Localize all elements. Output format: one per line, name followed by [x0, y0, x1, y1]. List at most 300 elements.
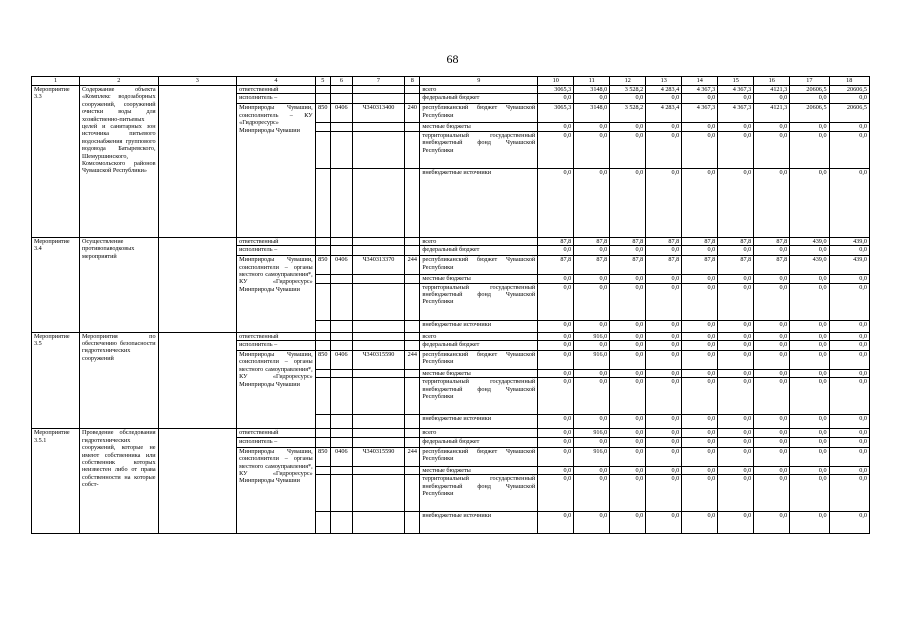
goal-cell: [158, 86, 237, 238]
year-value-12: 0,0: [610, 415, 646, 429]
year-value-12: 0,0: [610, 275, 646, 283]
year-value-15: 87,8: [718, 237, 754, 245]
year-value-10: 0,0: [538, 512, 574, 534]
year-value-13: 87,8: [646, 256, 682, 275]
year-value-10: 0,0: [538, 429, 574, 437]
year-value-10: 0,0: [538, 332, 574, 340]
funding-source: внебюджетные источники: [420, 168, 538, 237]
year-value-10: 0,0: [538, 447, 574, 466]
year-value-14: 0,0: [682, 131, 718, 168]
funding-source: местные бюджеты: [420, 123, 538, 131]
year-value-11: 0,0: [574, 466, 610, 474]
budget-code-6: [330, 237, 352, 245]
year-value-18: 0,0: [829, 283, 869, 320]
year-value-17: 0,0: [790, 351, 829, 370]
column-number-12: 12: [610, 77, 646, 86]
year-value-10: 0,0: [538, 320, 574, 332]
budget-code-6: [330, 94, 352, 104]
budget-code-7: [352, 332, 404, 340]
budget-code-5: [315, 475, 330, 512]
year-value-12: 0,0: [610, 447, 646, 466]
executor-text: Минприроды Чувашии, соисполнители – органы местного самоуправления*, КУ «Гидроресурс» Минприроды Чувашии: [237, 256, 316, 332]
year-value-13: 0,0: [646, 475, 682, 512]
year-value-16: 0,0: [754, 123, 790, 131]
year-value-18: 0,0: [829, 275, 869, 283]
year-value-14: 0,0: [682, 378, 718, 415]
year-value-13: 0,0: [646, 378, 682, 415]
year-value-14: 0,0: [682, 246, 718, 256]
funding-source: территориальный государственный внебюджетный фонд Чувашской Республики: [420, 131, 538, 168]
year-value-13: 0,0: [646, 283, 682, 320]
year-value-14: 87,8: [682, 256, 718, 275]
budget-code-6: [330, 429, 352, 437]
column-number-11: 11: [574, 77, 610, 86]
year-value-18: 0,0: [829, 168, 869, 237]
year-value-13: 0,0: [646, 246, 682, 256]
budget-code-6: 0406: [330, 104, 352, 123]
budget-code-8: [405, 475, 420, 512]
year-value-14: 0,0: [682, 447, 718, 466]
year-value-18: 0,0: [829, 351, 869, 370]
budget-code-5: 850: [315, 447, 330, 466]
funding-source: федеральный бюджет: [420, 94, 538, 104]
year-value-15: 0,0: [718, 437, 754, 447]
year-value-16: 0,0: [754, 246, 790, 256]
year-value-15: 0,0: [718, 429, 754, 437]
measure-id: Мероприятие 3.4: [32, 237, 80, 332]
year-value-17: 20606,5: [790, 104, 829, 123]
executor-text: Минприроды Чувашии, соисполнители – органы местного самоуправления*, КУ «Гидроресурс» Минприроды Чувашии: [237, 447, 316, 533]
budget-code-7: [352, 283, 404, 320]
budget-code-8: [405, 86, 420, 94]
year-value-18: 0,0: [829, 246, 869, 256]
year-value-11: 0,0: [574, 415, 610, 429]
year-value-12: 0,0: [610, 378, 646, 415]
executor-role: ответственный: [237, 332, 316, 340]
year-value-11: 0,0: [574, 283, 610, 320]
budget-code-5: [315, 283, 330, 320]
year-value-16: 87,8: [754, 237, 790, 245]
year-value-10: 0,0: [538, 437, 574, 447]
column-number-15: 15: [718, 77, 754, 86]
funding-source: федеральный бюджет: [420, 341, 538, 351]
year-value-11: 3148,0: [574, 104, 610, 123]
budget-code-8: [405, 332, 420, 340]
year-value-12: 0,0: [610, 475, 646, 512]
year-value-10: 0,0: [538, 341, 574, 351]
budget-code-5: [315, 332, 330, 340]
budget-code-8: 244: [405, 351, 420, 370]
budget-code-5: [315, 320, 330, 332]
budget-code-6: [330, 332, 352, 340]
year-value-14: 0,0: [682, 283, 718, 320]
budget-code-6: 0406: [330, 256, 352, 275]
budget-code-8: [405, 94, 420, 104]
year-value-11: 87,8: [574, 237, 610, 245]
year-value-13: 0,0: [646, 320, 682, 332]
year-value-11: 0,0: [574, 341, 610, 351]
year-value-15: 0,0: [718, 123, 754, 131]
year-value-18: 0,0: [829, 94, 869, 104]
funding-source: местные бюджеты: [420, 466, 538, 474]
year-value-14: 0,0: [682, 341, 718, 351]
year-value-17: 439,0: [790, 256, 829, 275]
year-value-11: 916,0: [574, 429, 610, 437]
year-value-11: 916,0: [574, 332, 610, 340]
year-value-15: 0,0: [718, 415, 754, 429]
year-value-17: 0,0: [790, 131, 829, 168]
budget-code-8: [405, 466, 420, 474]
budget-code-8: 240: [405, 104, 420, 123]
year-value-10: 0,0: [538, 466, 574, 474]
funding-source: федеральный бюджет: [420, 246, 538, 256]
table-row: [32, 429, 870, 437]
year-value-18: 0,0: [829, 475, 869, 512]
year-value-12: 0,0: [610, 283, 646, 320]
year-value-16: 0,0: [754, 131, 790, 168]
year-value-16: 4121,3: [754, 104, 790, 123]
year-value-15: 4 367,3: [718, 86, 754, 94]
budget-code-7: [352, 131, 404, 168]
year-value-14: 4 367,3: [682, 104, 718, 123]
year-value-18: 0,0: [829, 320, 869, 332]
budget-code-5: [315, 86, 330, 94]
year-value-13: 0,0: [646, 94, 682, 104]
column-number-14: 14: [682, 77, 718, 86]
measure-id: Мероприятие 3.5: [32, 332, 80, 429]
year-value-12: 0,0: [610, 332, 646, 340]
year-value-11: 0,0: [574, 131, 610, 168]
budget-code-7: [352, 94, 404, 104]
year-value-13: 0,0: [646, 370, 682, 378]
year-value-13: 0,0: [646, 123, 682, 131]
budget-code-6: [330, 341, 352, 351]
budget-code-7: [352, 437, 404, 447]
year-value-16: 87,8: [754, 256, 790, 275]
year-value-16: 0,0: [754, 332, 790, 340]
year-value-14: 0,0: [682, 370, 718, 378]
year-value-16: 0,0: [754, 168, 790, 237]
year-value-15: 0,0: [718, 378, 754, 415]
year-value-12: 0,0: [610, 437, 646, 447]
year-value-11: 0,0: [574, 275, 610, 283]
year-value-17: 0,0: [790, 447, 829, 466]
year-value-14: 0,0: [682, 275, 718, 283]
goal-cell: [158, 429, 237, 534]
year-value-15: 0,0: [718, 370, 754, 378]
year-value-16: 0,0: [754, 320, 790, 332]
budget-code-6: [330, 512, 352, 534]
budget-code-7: [352, 320, 404, 332]
year-value-16: 0,0: [754, 341, 790, 351]
executor-role: исполнитель –: [237, 94, 316, 104]
year-value-10: 0,0: [538, 275, 574, 283]
table-row: [32, 332, 870, 340]
column-number-17: 17: [790, 77, 829, 86]
year-value-17: 0,0: [790, 466, 829, 474]
funding-source: республиканский бюджет Чувашской Республики: [420, 351, 538, 370]
budget-code-8: [405, 283, 420, 320]
year-value-12: 0,0: [610, 370, 646, 378]
executor-role: ответственный: [237, 86, 316, 94]
budget-code-5: [315, 168, 330, 237]
year-value-12: 0,0: [610, 94, 646, 104]
table-row: [32, 86, 870, 94]
budget-code-7: [352, 378, 404, 415]
year-value-17: 0,0: [790, 415, 829, 429]
year-value-14: 0,0: [682, 415, 718, 429]
year-value-10: 0,0: [538, 475, 574, 512]
budget-code-7: [352, 275, 404, 283]
year-value-15: 0,0: [718, 341, 754, 351]
year-value-16: 0,0: [754, 466, 790, 474]
year-value-11: 0,0: [574, 475, 610, 512]
year-value-10: 0,0: [538, 246, 574, 256]
column-number-2: 2: [80, 77, 159, 86]
year-value-18: 439,0: [829, 256, 869, 275]
year-value-15: 0,0: [718, 94, 754, 104]
budget-code-7: Ч340315590: [352, 447, 404, 466]
column-number-1: 1: [32, 77, 80, 86]
year-value-13: 0,0: [646, 275, 682, 283]
measure-name: Содержание объекта «Комплекс водозаборных сооружений, сооружений очистки воды для хозяйственно-питьевых целей и санитарных зон источника питьевого водоснабжения группового водовода Батыревского, Шемуршинского, Комсомольского районов Чувашской Республики»: [80, 86, 159, 238]
year-value-11: 87,8: [574, 256, 610, 275]
year-value-13: 0,0: [646, 341, 682, 351]
year-value-16: 0,0: [754, 447, 790, 466]
executor-role: ответственный: [237, 429, 316, 437]
year-value-10: 0,0: [538, 283, 574, 320]
year-value-17: 0,0: [790, 475, 829, 512]
budget-code-7: [352, 341, 404, 351]
year-value-10: 0,0: [538, 370, 574, 378]
year-value-15: 0,0: [718, 168, 754, 237]
budget-table: [31, 76, 870, 534]
budget-code-5: [315, 123, 330, 131]
year-value-18: 20606,5: [829, 104, 869, 123]
budget-code-8: [405, 275, 420, 283]
budget-code-8: [405, 320, 420, 332]
funding-source: республиканский бюджет Чувашской Республики: [420, 447, 538, 466]
budget-code-8: [405, 429, 420, 437]
year-value-14: 0,0: [682, 123, 718, 131]
year-value-18: 0,0: [829, 429, 869, 437]
column-number-10: 10: [538, 77, 574, 86]
year-value-14: 0,0: [682, 351, 718, 370]
column-number-13: 13: [646, 77, 682, 86]
year-value-15: 0,0: [718, 320, 754, 332]
year-value-11: 0,0: [574, 512, 610, 534]
year-value-15: 0,0: [718, 246, 754, 256]
funding-source: федеральный бюджет: [420, 437, 538, 447]
year-value-11: 0,0: [574, 370, 610, 378]
year-value-18: 0,0: [829, 123, 869, 131]
budget-code-5: [315, 466, 330, 474]
funding-source: внебюджетные источники: [420, 415, 538, 429]
budget-code-7: [352, 237, 404, 245]
executor-role: исполнитель –: [237, 341, 316, 351]
year-value-13: 0,0: [646, 466, 682, 474]
year-value-13: 4 283,4: [646, 86, 682, 94]
year-value-11: 3148,0: [574, 86, 610, 94]
year-value-16: 0,0: [754, 275, 790, 283]
year-value-11: 0,0: [574, 320, 610, 332]
year-value-17: 0,0: [790, 378, 829, 415]
year-value-15: 0,0: [718, 447, 754, 466]
year-value-12: 0,0: [610, 466, 646, 474]
measure-name: Осуществление противопаводковых мероприятий: [80, 237, 159, 332]
measure-name: Проведение обследования гидротехнических сооружений, которые не имеют собственника или собственник которых неизвестен либо от права собственности на которые собст-: [80, 429, 159, 534]
year-value-14: 4 367,3: [682, 86, 718, 94]
budget-code-6: [330, 86, 352, 94]
funding-source: республиканский бюджет Чувашской Республики: [420, 256, 538, 275]
budget-code-6: [330, 123, 352, 131]
year-value-11: 916,0: [574, 351, 610, 370]
column-number-9: 9: [420, 77, 538, 86]
budget-code-6: [330, 466, 352, 474]
funding-source: территориальный государственный внебюджетный фонд Чувашской Республики: [420, 475, 538, 512]
table-row: [32, 237, 870, 245]
funding-source: территориальный государственный внебюджетный фонд Чувашской Республики: [420, 378, 538, 415]
year-value-14: 0,0: [682, 466, 718, 474]
executor-text: Минприроды Чувашии, соисполнитель – КУ «Гидроресурс» Минприроды Чувашии: [237, 104, 316, 237]
budget-code-7: [352, 415, 404, 429]
year-value-10: 0,0: [538, 131, 574, 168]
year-value-13: 0,0: [646, 168, 682, 237]
budget-code-7: [352, 429, 404, 437]
year-value-14: 87,8: [682, 237, 718, 245]
budget-code-5: 850: [315, 351, 330, 370]
budget-code-8: [405, 168, 420, 237]
year-value-14: 0,0: [682, 429, 718, 437]
budget-code-6: [330, 168, 352, 237]
column-number-row: [32, 77, 870, 86]
year-value-11: 0,0: [574, 246, 610, 256]
budget-code-5: 850: [315, 256, 330, 275]
year-value-18: 0,0: [829, 332, 869, 340]
budget-code-7: [352, 512, 404, 534]
year-value-18: 439,0: [829, 237, 869, 245]
executor-text: Минприроды Чувашии, соисполнители – органы местного самоуправления*, КУ «Гидроресурс» Минприроды Чувашии: [237, 351, 316, 429]
year-value-17: 0,0: [790, 320, 829, 332]
year-value-15: 0,0: [718, 466, 754, 474]
year-value-10: 3065,3: [538, 104, 574, 123]
year-value-15: 87,8: [718, 256, 754, 275]
column-number-7: 7: [352, 77, 404, 86]
budget-code-7: [352, 123, 404, 131]
year-value-15: 4 367,3: [718, 104, 754, 123]
budget-code-8: [405, 246, 420, 256]
year-value-12: 0,0: [610, 246, 646, 256]
year-value-17: 0,0: [790, 123, 829, 131]
budget-code-8: [405, 437, 420, 447]
funding-source: всего: [420, 332, 538, 340]
year-value-16: 0,0: [754, 378, 790, 415]
budget-code-8: [405, 378, 420, 415]
year-value-15: 0,0: [718, 131, 754, 168]
budget-code-5: [315, 429, 330, 437]
budget-code-5: [315, 437, 330, 447]
year-value-17: 0,0: [790, 283, 829, 320]
year-value-18: 0,0: [829, 437, 869, 447]
budget-code-7: Ч340313400: [352, 104, 404, 123]
year-value-12: 87,8: [610, 237, 646, 245]
year-value-10: 0,0: [538, 378, 574, 415]
year-value-18: 0,0: [829, 512, 869, 534]
year-value-12: 3 528,2: [610, 86, 646, 94]
year-value-18: 0,0: [829, 370, 869, 378]
goal-cell: [158, 332, 237, 429]
budget-code-6: [330, 378, 352, 415]
funding-source: местные бюджеты: [420, 275, 538, 283]
year-value-13: 0,0: [646, 447, 682, 466]
budget-code-5: 850: [315, 104, 330, 123]
year-value-12: 0,0: [610, 351, 646, 370]
year-value-11: 0,0: [574, 94, 610, 104]
year-value-10: 0,0: [538, 94, 574, 104]
year-value-18: 0,0: [829, 415, 869, 429]
budget-code-7: [352, 370, 404, 378]
table-body: [32, 77, 870, 534]
year-value-13: 0,0: [646, 437, 682, 447]
executor-role: исполнитель –: [237, 246, 316, 256]
budget-code-5: [315, 246, 330, 256]
year-value-14: 0,0: [682, 168, 718, 237]
budget-code-7: Ч340313370: [352, 256, 404, 275]
page-number: 68: [446, 52, 459, 66]
funding-source: территориальный государственный внебюджетный фонд Чувашской Республики: [420, 283, 538, 320]
year-value-16: 0,0: [754, 94, 790, 104]
year-value-13: 4 283,4: [646, 104, 682, 123]
funding-source: внебюджетные источники: [420, 512, 538, 534]
year-value-17: 0,0: [790, 437, 829, 447]
year-value-15: 0,0: [718, 275, 754, 283]
year-value-17: 439,0: [790, 237, 829, 245]
budget-code-8: [405, 123, 420, 131]
budget-code-8: [405, 341, 420, 351]
year-value-14: 0,0: [682, 94, 718, 104]
year-value-17: 0,0: [790, 429, 829, 437]
column-number-6: 6: [330, 77, 352, 86]
budget-code-8: [405, 237, 420, 245]
year-value-14: 0,0: [682, 332, 718, 340]
column-number-16: 16: [754, 77, 790, 86]
year-value-14: 0,0: [682, 475, 718, 512]
year-value-15: 0,0: [718, 283, 754, 320]
year-value-16: 0,0: [754, 415, 790, 429]
executor-role: исполнитель –: [237, 437, 316, 447]
budget-code-7: [352, 168, 404, 237]
measure-id: Мероприятие 3.3: [32, 86, 80, 238]
budget-code-5: [315, 415, 330, 429]
column-number-4: 4: [237, 77, 316, 86]
year-value-17: 0,0: [790, 168, 829, 237]
budget-code-8: [405, 415, 420, 429]
budget-code-5: [315, 341, 330, 351]
year-value-12: 0,0: [610, 320, 646, 332]
budget-code-7: Ч340315590: [352, 351, 404, 370]
year-value-10: 87,8: [538, 237, 574, 245]
year-value-10: 0,0: [538, 351, 574, 370]
funding-source: всего: [420, 86, 538, 94]
year-value-17: 0,0: [790, 370, 829, 378]
year-value-16: 0,0: [754, 283, 790, 320]
goal-cell: [158, 237, 237, 332]
year-value-12: 0,0: [610, 341, 646, 351]
year-value-11: 0,0: [574, 123, 610, 131]
column-number-5: 5: [315, 77, 330, 86]
column-number-18: 18: [829, 77, 869, 86]
year-value-15: 0,0: [718, 475, 754, 512]
